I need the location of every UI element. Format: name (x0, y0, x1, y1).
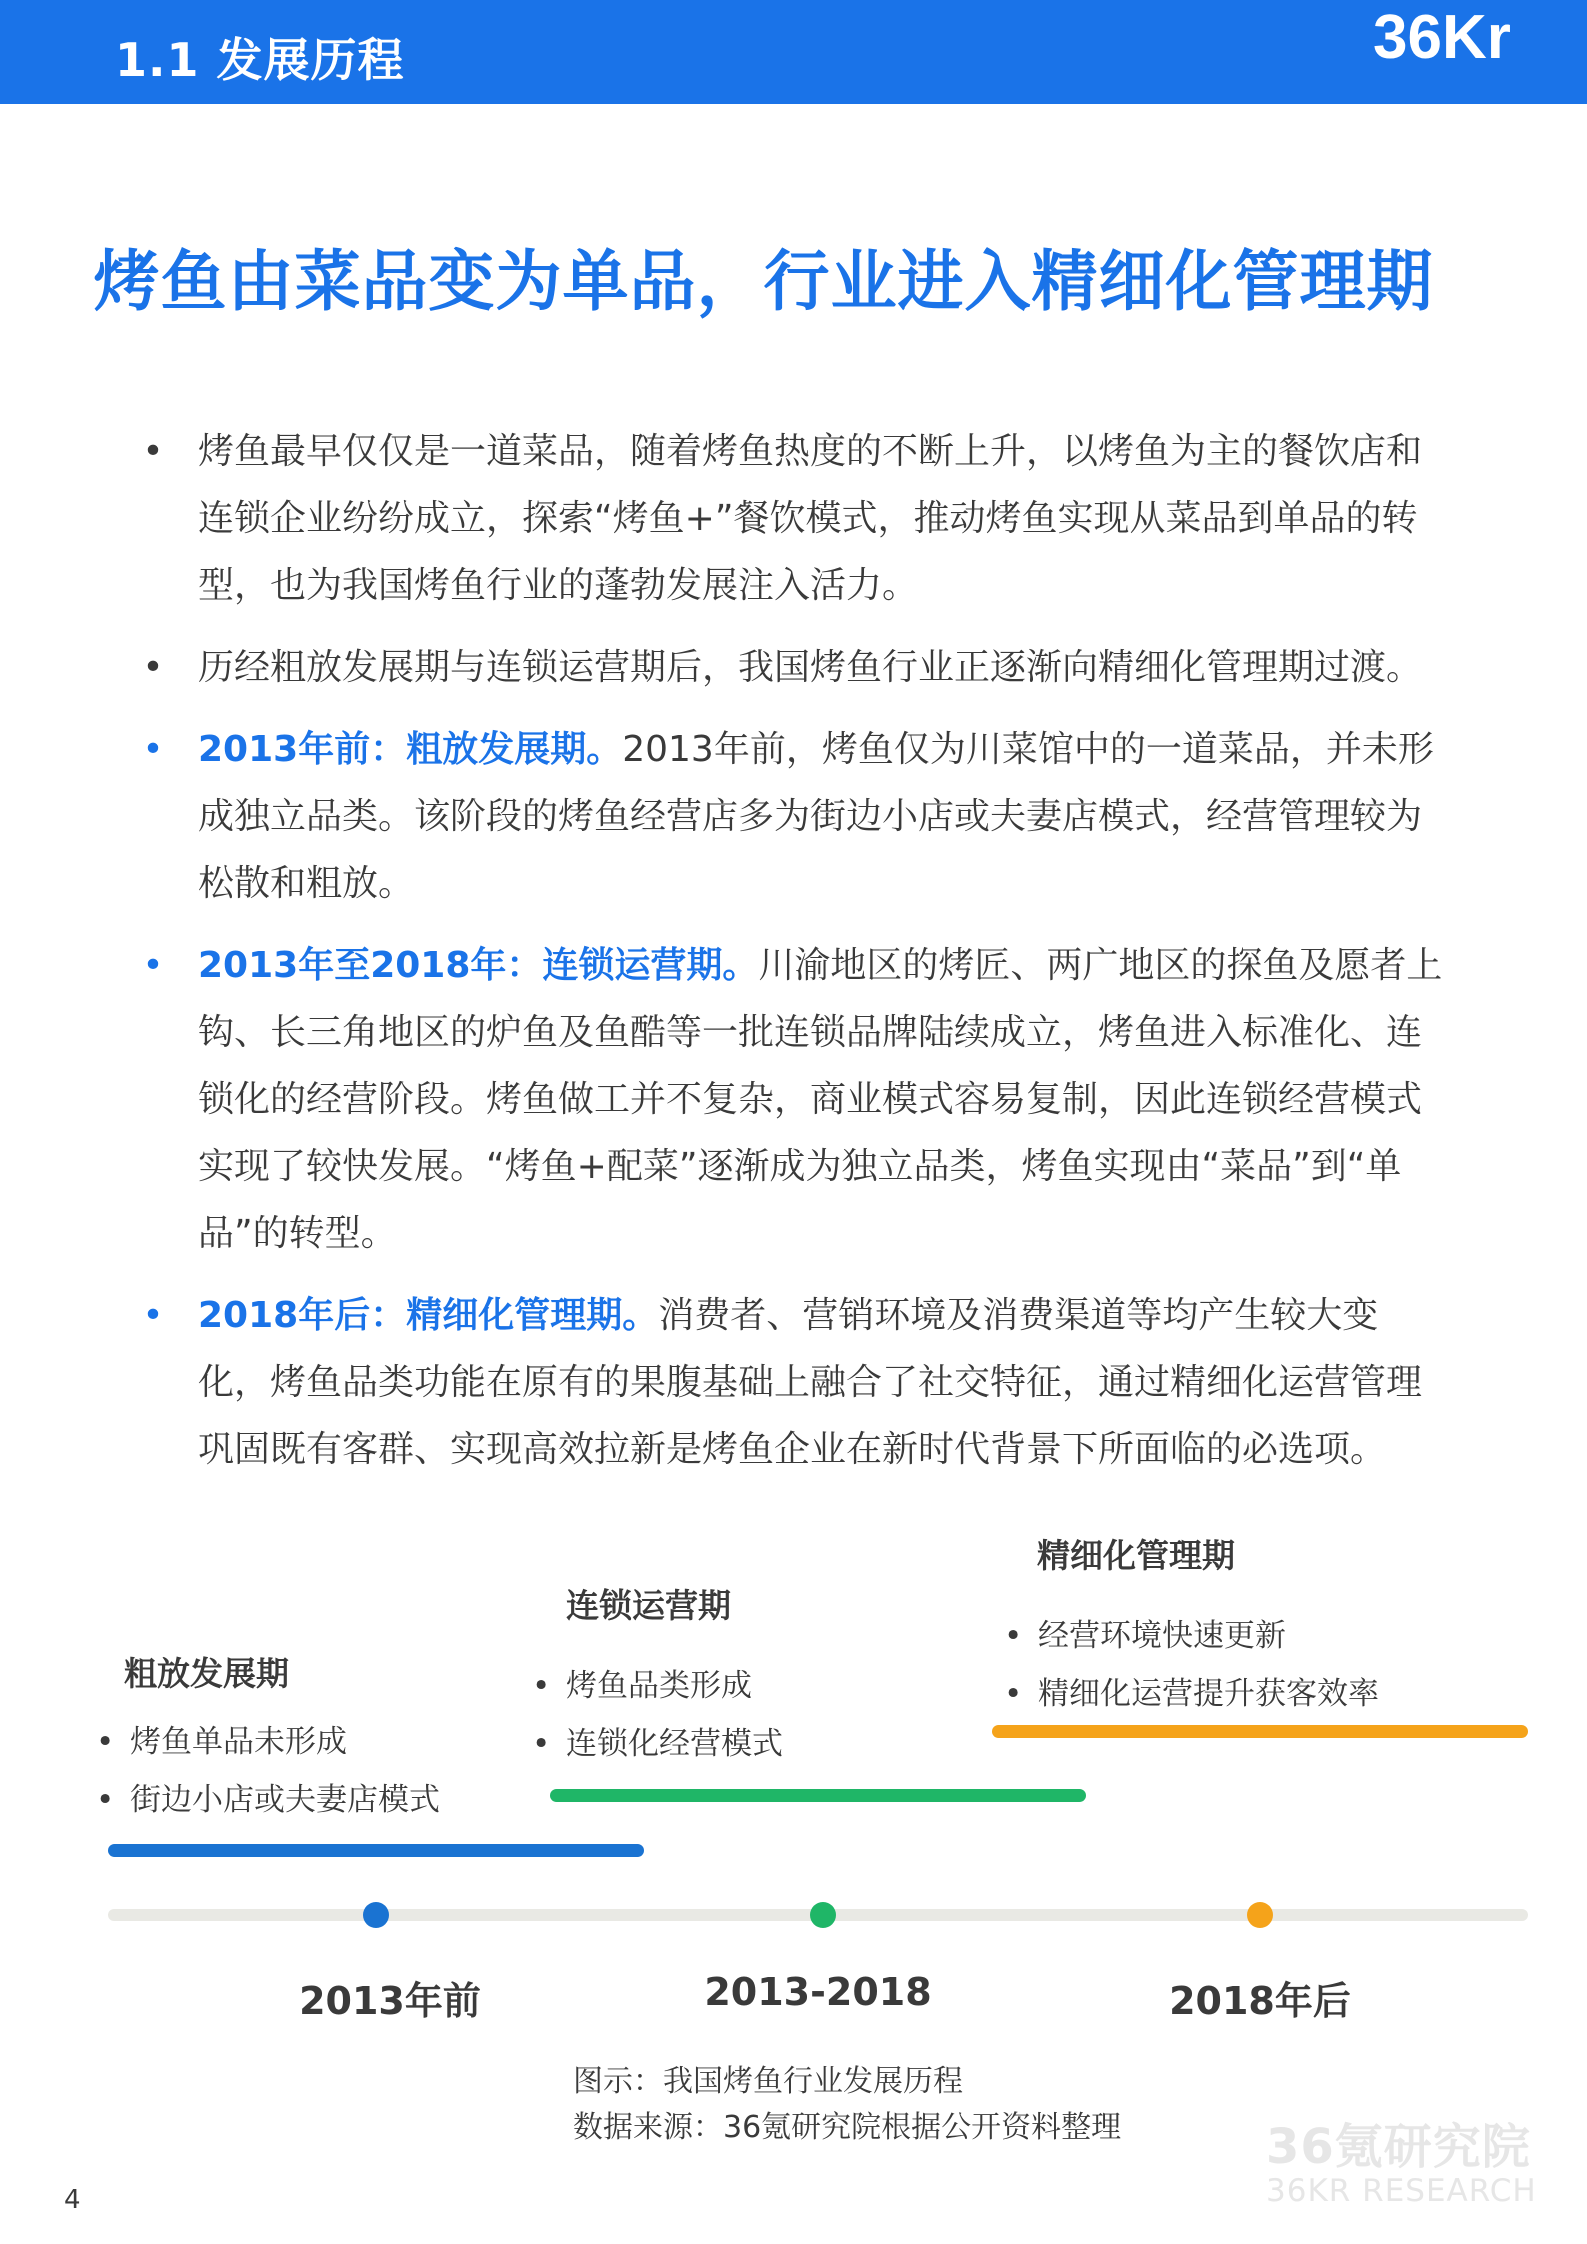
stage-item-text: 烤鱼单品未形成 (130, 1724, 347, 1760)
stage-dot: • (96, 1724, 115, 1760)
stage-dot: • (1004, 1676, 1023, 1712)
stage-item-text: 精细化运营提升获客效率 (1038, 1676, 1379, 1712)
stage-dot: • (532, 1668, 551, 1704)
page-number: 4 (64, 2185, 81, 2215)
stage-dot: • (1004, 1618, 1023, 1654)
bullet-item (138, 932, 1448, 1267)
stage-item-text: 街边小店或夫妻店模式 (130, 1782, 440, 1818)
bullet-dot: • (142, 1295, 164, 1336)
bullet-dot: • (142, 431, 164, 472)
stage-title-3: 精细化管理期 (1037, 1536, 1235, 1575)
stage-item (1004, 1668, 1379, 1713)
timeline-node-3 (1247, 1902, 1273, 1928)
stage-item (96, 1716, 347, 1761)
bullet-item (138, 634, 1448, 701)
stage-item (532, 1718, 783, 1763)
bullet-text: 川渝地区的烤匠、两广地区的探鱼及愿者上钩、长三角地区的炉鱼及鱼酷等一批连锁品牌陆续成立，烤鱼进入标准化、连锁化的经营阶段。烤鱼做工并不复杂，商业模式容易复制，因此连锁经营模式实现了较快发展。“烤鱼+配菜”逐渐成为独立品类，烤鱼实现由“菜品”到“单品”的转型。 (198, 945, 1443, 1254)
stage-item-text: 经营环境快速更新 (1038, 1618, 1286, 1654)
bullet-text: 消费者、营销环境及消费渠道等均产生较大变化，烤鱼品类功能在原有的果腹基础上融合了社交特征，通过精细化运营管理巩固既有客群、实现高效拉新是烤鱼企业在新时代背景下所面临的必选项。 (198, 1295, 1423, 1470)
bullet-text: 历经粗放发展期与连锁运营期后，我国烤鱼行业正逐渐向精细化管理期过渡。 (198, 647, 1423, 688)
page-title: 烤鱼由菜品变为单品，行业进入精细化管理期 (93, 243, 1434, 320)
stage-dot: • (532, 1726, 551, 1762)
bullet-text: 烤鱼最早仅仅是一道菜品，随着烤鱼热度的不断上升，以烤鱼为主的餐饮店和连锁企业纷纷成立，探索“烤鱼+”餐饮模式，推动烤鱼实现从菜品到单品的转型，也为我国烤鱼行业的蓬勃发展注入活力。 (198, 431, 1423, 606)
section-title: 1.1 发展历程 (115, 33, 405, 87)
bullet-dot: • (142, 729, 164, 770)
timeline-year-2: 2013-2018 (704, 1970, 932, 2014)
data-source: 数据来源：36氪研究院根据公开资料整理 (573, 2110, 1122, 2145)
timeline-year-1: 2013年前 (299, 1979, 481, 2023)
bullet-lead: 2013年至2018年：连锁运营期。 (198, 945, 759, 986)
stage-item (1004, 1610, 1286, 1655)
stage-bar-1 (108, 1844, 644, 1857)
bullet-dot: • (142, 945, 164, 986)
stage-title-2: 连锁运营期 (566, 1586, 731, 1625)
figure-caption: 图示：我国烤鱼行业发展历程 (573, 2064, 963, 2099)
watermark-en: 36KR RESEARCH (1266, 2173, 1537, 2209)
stage-item (96, 1774, 440, 1819)
timeline-node-2 (810, 1902, 836, 1928)
36kr-logo (1373, 0, 1573, 104)
timeline-node-1 (363, 1902, 389, 1928)
stage-dot: • (96, 1782, 115, 1818)
bullet-text: 2013年前，烤鱼仅为川菜馆中的一道菜品，并未形成独立品类。该阶段的烤鱼经营店多为街边小店或夫妻店模式，经营管理较为松散和粗放。 (198, 729, 1434, 904)
bullet-item (138, 716, 1448, 917)
watermark-cn: 36氪研究院 (1266, 2119, 1531, 2175)
bullet-list (138, 418, 1448, 1498)
bullet-lead: 2018年后：精细化管理期。 (198, 1295, 659, 1336)
stage-bar-2 (550, 1789, 1086, 1802)
stage-title-1: 粗放发展期 (124, 1654, 289, 1693)
bullet-lead: 2013年前：粗放发展期。 (198, 729, 623, 770)
stage-item (532, 1660, 752, 1705)
timeline-year-3: 2018年后 (1169, 1979, 1351, 2023)
logo-text: 36Kr (1373, 3, 1511, 72)
bullet-dot: • (142, 647, 164, 688)
stage-item-text: 连锁化经营模式 (566, 1726, 783, 1762)
bullet-item (138, 1282, 1448, 1483)
stage-item-text: 烤鱼品类形成 (566, 1668, 752, 1704)
header-band (0, 0, 1587, 104)
bullet-item (138, 418, 1448, 619)
stage-bar-3 (992, 1725, 1528, 1738)
